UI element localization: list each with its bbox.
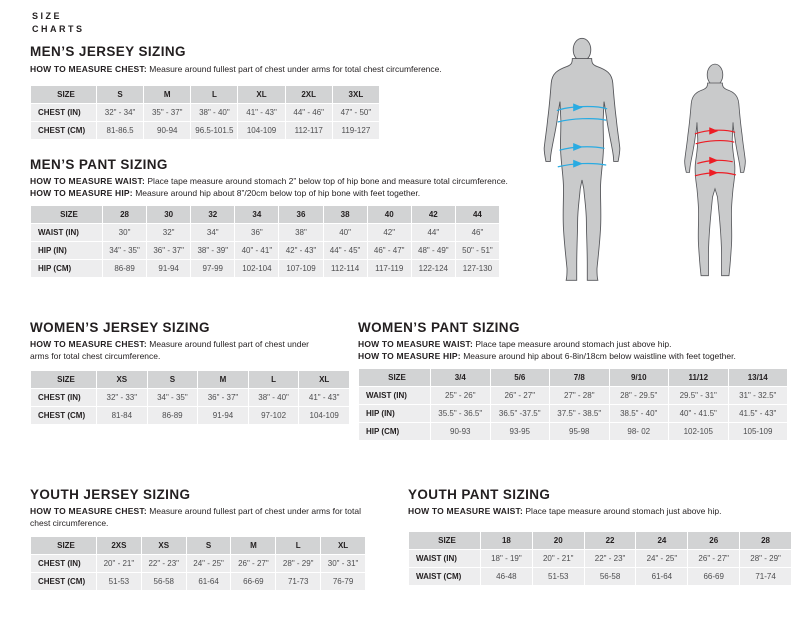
row-label: WAIST (IN) xyxy=(409,550,480,567)
table-cell: 26" - 27" xyxy=(688,550,739,567)
howto-womens-pant-hip xyxy=(358,351,794,363)
table-cell: 97-99 xyxy=(191,260,234,277)
table-cell: 29.5" - 31" xyxy=(669,387,728,404)
table-header-row xyxy=(359,369,787,386)
table-row xyxy=(31,224,499,241)
table-row xyxy=(31,573,365,590)
table-cell: 93-95 xyxy=(491,423,550,440)
column-header: 32 xyxy=(191,206,234,223)
table-cell: 41.5" - 43" xyxy=(729,405,788,422)
column-header: XS xyxy=(97,371,147,388)
mens-pant-table xyxy=(30,205,500,278)
column-header: L xyxy=(249,371,299,388)
table-row xyxy=(31,242,499,259)
table-cell: 46-48 xyxy=(481,568,532,585)
size-table xyxy=(30,370,350,425)
howto-text: Measure around hip about 6-8in/18cm below waistline with feet together. xyxy=(463,351,736,361)
table-cell: 35" - 37" xyxy=(144,104,190,121)
table-cell: 40" - 41" xyxy=(235,242,278,259)
brand-logo xyxy=(32,10,85,35)
row-label: CHEST (IN) xyxy=(31,104,96,121)
table-cell: 104-109 xyxy=(299,407,349,424)
column-header: 36 xyxy=(279,206,322,223)
table-row xyxy=(31,389,349,406)
table-cell: 37.5" - 38.5" xyxy=(550,405,609,422)
table-cell: 36" xyxy=(235,224,278,241)
table-cell: 38" - 40" xyxy=(249,389,299,406)
column-header: 44 xyxy=(456,206,499,223)
table-cell: 66-69 xyxy=(231,573,275,590)
howto-womens-jersey xyxy=(30,339,330,363)
table-header-row xyxy=(31,206,499,223)
table-cell: 71-74 xyxy=(740,568,791,585)
table-cell: 56-58 xyxy=(585,568,636,585)
brand-line2: CHARTS xyxy=(32,23,85,34)
howto-text: Measure around fullest part of chest under arms for total chest circumference. xyxy=(30,506,361,528)
row-label: CHEST (CM) xyxy=(31,122,96,139)
table-cell: 20" - 21" xyxy=(97,555,141,572)
table-cell: 38" xyxy=(279,224,322,241)
table-cell: 50" - 51" xyxy=(456,242,499,259)
table-cell: 102-104 xyxy=(235,260,278,277)
row-label: CHEST (IN) xyxy=(31,389,96,406)
table-header-row xyxy=(409,532,791,549)
howto-label: HOW TO MEASURE WAIST: xyxy=(358,339,474,349)
howto-youth-jersey xyxy=(30,506,375,530)
table-cell: 91-94 xyxy=(147,260,190,277)
table-cell: 24" - 25" xyxy=(636,550,687,567)
table-cell: 30" xyxy=(103,224,146,241)
size-table xyxy=(30,85,380,140)
table-header-row xyxy=(31,371,349,388)
table-cell: 31" - 32.5" xyxy=(729,387,788,404)
table-cell: 32" - 33" xyxy=(97,389,147,406)
row-label: HIP (CM) xyxy=(31,260,102,277)
table-cell: 61-64 xyxy=(636,568,687,585)
column-header: S xyxy=(148,371,198,388)
table-cell: 32" xyxy=(147,224,190,241)
table-cell: 26" - 27" xyxy=(491,387,550,404)
column-header: 28 xyxy=(740,532,791,549)
section-title-mens-jersey: MEN’S JERSEY SIZING xyxy=(30,44,186,59)
howto-womens-pant-waist xyxy=(358,339,794,351)
row-label: HIP (IN) xyxy=(31,242,102,259)
table-cell: 32" - 34" xyxy=(97,104,143,121)
column-header: SIZE xyxy=(359,369,430,386)
table-row xyxy=(31,260,499,277)
column-header: 26 xyxy=(688,532,739,549)
table-cell: 35.5" - 36.5" xyxy=(431,405,490,422)
row-label: WAIST (IN) xyxy=(359,387,430,404)
column-header: XL xyxy=(299,371,349,388)
table-cell: 42" - 43" xyxy=(279,242,322,259)
table-cell: 66-69 xyxy=(688,568,739,585)
table-cell: 61-64 xyxy=(187,573,231,590)
column-header: 42 xyxy=(412,206,455,223)
column-header: SIZE xyxy=(31,206,102,223)
table-cell: 51-53 xyxy=(97,573,141,590)
youth-pant-table xyxy=(408,531,792,586)
column-header: M xyxy=(144,86,190,103)
size-table xyxy=(358,368,788,441)
column-header: L xyxy=(276,537,320,554)
section-title-womens-jersey: WOMEN’S JERSEY SIZING xyxy=(30,320,210,335)
howto-label: HOW TO MEASURE CHEST: xyxy=(30,339,147,349)
row-label: CHEST (IN) xyxy=(31,555,96,572)
table-cell: 96.5-101.5 xyxy=(191,122,237,139)
table-cell: 36.5" -37.5" xyxy=(491,405,550,422)
row-label: CHEST (CM) xyxy=(31,407,96,424)
column-header: 30 xyxy=(147,206,190,223)
column-header: 2XS xyxy=(97,537,141,554)
table-cell: 22" - 23" xyxy=(142,555,186,572)
female-silhouette xyxy=(674,54,756,294)
howto-label: HOW TO MEASURE HIP: xyxy=(30,188,133,198)
table-row xyxy=(409,568,791,585)
table-cell: 38" - 40" xyxy=(191,104,237,121)
table-cell: 25" - 26" xyxy=(431,387,490,404)
table-row xyxy=(359,423,787,440)
column-header: 2XL xyxy=(286,86,332,103)
table-cell: 71-73 xyxy=(276,573,320,590)
column-header: S xyxy=(97,86,143,103)
column-header: M xyxy=(198,371,248,388)
howto-label: HOW TO MEASURE WAIST: xyxy=(30,176,146,186)
table-cell: 117-119 xyxy=(368,260,411,277)
table-header-row xyxy=(31,86,379,103)
size-table xyxy=(408,531,792,586)
table-row xyxy=(359,387,787,404)
table-cell: 104-109 xyxy=(238,122,284,139)
youth-jersey-table xyxy=(30,536,366,591)
table-cell: 28" - 29" xyxy=(276,555,320,572)
table-cell: 56-58 xyxy=(142,573,186,590)
table-cell: 46" - 47" xyxy=(368,242,411,259)
table-cell: 76-79 xyxy=(321,573,365,590)
table-cell: 102-105 xyxy=(669,423,728,440)
section-title-mens-pant: MEN’S PANT SIZING xyxy=(30,157,168,172)
table-cell: 24" - 25" xyxy=(187,555,231,572)
howto-label: HOW TO MEASURE HIP: xyxy=(358,351,461,361)
howto-text: Measure around fullest part of chest under arms for total chest circumference. xyxy=(30,339,309,361)
table-cell: 119-127 xyxy=(333,122,379,139)
table-cell: 40" - 41.5" xyxy=(669,405,728,422)
row-label: WAIST (IN) xyxy=(31,224,102,241)
table-cell: 91-94 xyxy=(198,407,248,424)
female-figure-icon xyxy=(674,54,756,294)
howto-text: Place tape measure around stomach just above hip. xyxy=(475,339,672,349)
howto-text: Measure around hip about 8”/20cm below top of hip bone with feet together. xyxy=(135,188,421,198)
table-cell: 22" - 23" xyxy=(585,550,636,567)
table-cell: 38.5" - 40" xyxy=(610,405,669,422)
section-title-youth-jersey: YOUTH JERSEY SIZING xyxy=(30,487,191,502)
table-cell: 86-89 xyxy=(148,407,198,424)
table-cell: 112-114 xyxy=(324,260,367,277)
column-header: S xyxy=(187,537,231,554)
column-header: 28 xyxy=(103,206,146,223)
table-cell: 81-86.5 xyxy=(97,122,143,139)
size-table xyxy=(30,536,366,591)
womens-pant-table xyxy=(358,368,788,441)
column-header: 34 xyxy=(235,206,278,223)
table-cell: 107-109 xyxy=(279,260,322,277)
table-row xyxy=(31,407,349,424)
table-row xyxy=(31,555,365,572)
table-cell: 122-124 xyxy=(412,260,455,277)
column-header: 38 xyxy=(324,206,367,223)
row-label: HIP (IN) xyxy=(359,405,430,422)
table-cell: 28" - 29" xyxy=(740,550,791,567)
column-header: XL xyxy=(238,86,284,103)
column-header: L xyxy=(191,86,237,103)
table-cell: 51-53 xyxy=(533,568,584,585)
table-cell: 41" - 43" xyxy=(238,104,284,121)
table-cell: 98- 02 xyxy=(610,423,669,440)
row-label: CHEST (CM) xyxy=(31,573,96,590)
table-row xyxy=(359,405,787,422)
table-cell: 47" - 50" xyxy=(333,104,379,121)
section-title-womens-pant: WOMEN’S PANT SIZING xyxy=(358,320,520,335)
table-cell: 34" - 35" xyxy=(103,242,146,259)
howto-text: Place tape measure around stomach just above hip. xyxy=(525,506,722,516)
table-cell: 30" - 31" xyxy=(321,555,365,572)
table-cell: 112-117 xyxy=(286,122,332,139)
table-cell: 44" - 46" xyxy=(286,104,332,121)
table-cell: 42" xyxy=(368,224,411,241)
column-header: 24 xyxy=(636,532,687,549)
table-cell: 90-94 xyxy=(144,122,190,139)
howto-label: HOW TO MEASURE CHEST: xyxy=(30,64,147,74)
table-cell: 36" - 37" xyxy=(147,242,190,259)
howto-youth-pant xyxy=(408,506,794,518)
mens-jersey-table xyxy=(30,85,380,140)
table-cell: 34" - 35" xyxy=(148,389,198,406)
table-cell: 20" - 21" xyxy=(533,550,584,567)
howto-label: HOW TO MEASURE WAIST: xyxy=(408,506,524,516)
column-header: 7/8 xyxy=(550,369,609,386)
section-title-youth-pant: YOUTH PANT SIZING xyxy=(408,487,551,502)
table-cell: 44" xyxy=(412,224,455,241)
table-cell: 18" - 19" xyxy=(481,550,532,567)
column-header: 11/12 xyxy=(669,369,728,386)
table-cell: 105-109 xyxy=(729,423,788,440)
brand-line1: SIZE xyxy=(32,11,63,21)
howto-label: HOW TO MEASURE CHEST: xyxy=(30,506,147,516)
column-header: 22 xyxy=(585,532,636,549)
column-header: 5/6 xyxy=(491,369,550,386)
column-header: XS xyxy=(142,537,186,554)
table-row xyxy=(409,550,791,567)
column-header: 3XL xyxy=(333,86,379,103)
table-cell: 28" - 29.5" xyxy=(610,387,669,404)
column-header: 20 xyxy=(533,532,584,549)
table-cell: 97-102 xyxy=(249,407,299,424)
column-header: M xyxy=(231,537,275,554)
male-figure-icon xyxy=(538,36,626,294)
womens-jersey-table xyxy=(30,370,350,425)
table-cell: 40" xyxy=(324,224,367,241)
table-cell: 44" - 45" xyxy=(324,242,367,259)
howto-text: Place tape measure around stomach 2” below top of hip bone and measure total circumference. xyxy=(147,176,508,186)
column-header: SIZE xyxy=(31,371,96,388)
table-row xyxy=(31,104,379,121)
table-cell: 90-93 xyxy=(431,423,490,440)
table-cell: 38" - 39" xyxy=(191,242,234,259)
column-header: XL xyxy=(321,537,365,554)
table-cell: 36" - 37" xyxy=(198,389,248,406)
table-cell: 34" xyxy=(191,224,234,241)
table-cell: 48" - 49" xyxy=(412,242,455,259)
howto-text: Measure around fullest part of chest under arms for total chest circumference. xyxy=(149,64,442,74)
table-cell: 27" - 28" xyxy=(550,387,609,404)
column-header: 40 xyxy=(368,206,411,223)
table-row xyxy=(31,122,379,139)
column-header: 9/10 xyxy=(610,369,669,386)
column-header: 13/14 xyxy=(729,369,788,386)
size-table xyxy=(30,205,500,278)
column-header: SIZE xyxy=(31,537,96,554)
row-label: WAIST (CM) xyxy=(409,568,480,585)
column-header: SIZE xyxy=(31,86,96,103)
table-cell: 46" xyxy=(456,224,499,241)
column-header: 18 xyxy=(481,532,532,549)
table-cell: 81-84 xyxy=(97,407,147,424)
male-silhouette xyxy=(538,36,626,294)
table-cell: 86-89 xyxy=(103,260,146,277)
table-header-row xyxy=(31,537,365,554)
row-label: HIP (CM) xyxy=(359,423,430,440)
table-cell: 127-130 xyxy=(456,260,499,277)
column-header: 3/4 xyxy=(431,369,490,386)
column-header: SIZE xyxy=(409,532,480,549)
table-cell: 41" - 43" xyxy=(299,389,349,406)
table-cell: 26" - 27" xyxy=(231,555,275,572)
table-cell: 95-98 xyxy=(550,423,609,440)
